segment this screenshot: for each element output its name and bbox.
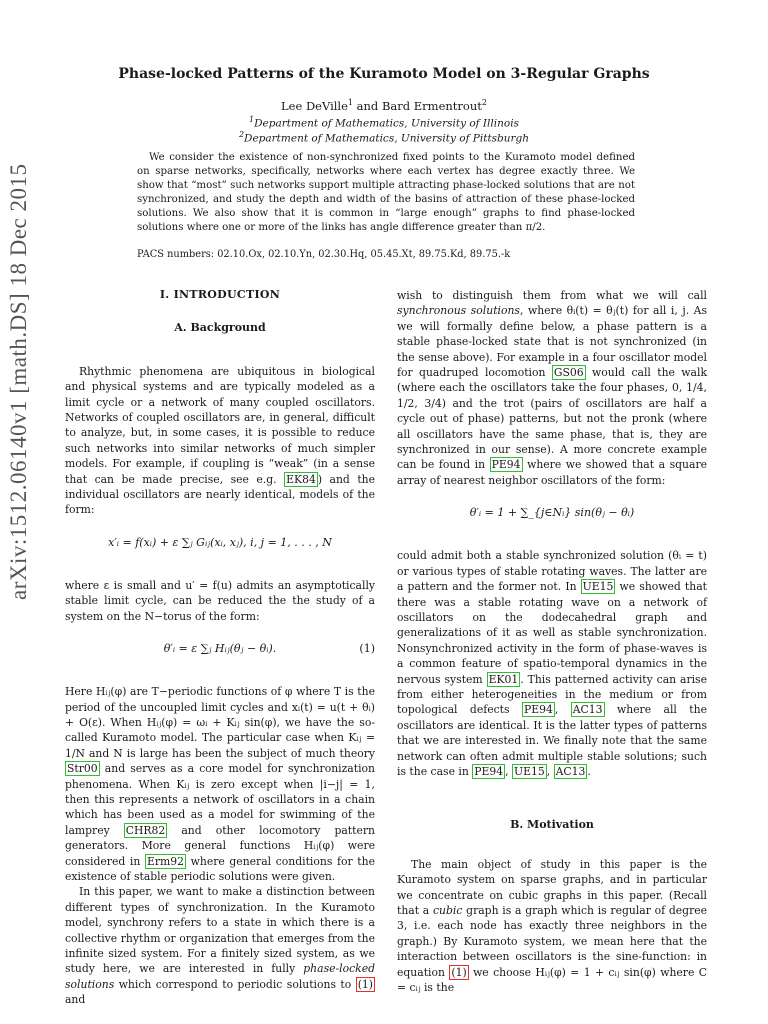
paragraph: wish to distinguish them from what we will call synchronous solutions, where θᵢ(t) = θⱼ(t) for all i, j. As we will formally define below, a phase pattern is a stable phase-locked state that is not synchronized (in the sense above). For example in a four oscillator model for quadruped locomotion GS06 would call the walk (where each the oscillators take the four phases, 0, 1/4, 1/2, 3/4) and the trot (pairs of oscillators are half a cycle out of phase) patterns, but not the pronk (where all oscillators have the same phase, that is, they are synchronized in our sense). A more concrete example can be found in PE94 where we showed that a square array of nearest neighbor oscillators of the form:	[397, 289, 707, 487]
paper-title: Phase-locked Patterns of the Kuramoto Model on 3-Regular Graphs	[118, 66, 650, 82]
equation-1: θ′ᵢ = ε ∑ⱼ Hᵢⱼ(θⱼ − θᵢ). (1)	[65, 638, 375, 668]
equation: x′ᵢ = f(xᵢ) + ε ∑ⱼ Gᵢⱼ(xᵢ, xⱼ), i, j = 1, . . . , N	[108, 535, 332, 549]
subsection-heading-motivation: B. Motivation	[510, 818, 594, 832]
citation-link[interactable]: EK01	[488, 672, 519, 686]
paragraph: The main object of study in this paper is the Kuramoto system on sparse graphs, and in particular we concentrate on cubic graphs in this paper. (Recall that a cubic graph is a graph which is regular of degree 3, i.e. each node has exactly three neighbors in the graph.) By Kuramoto system, we mean here that the interaction between oscillators is the sine-function: in equation (1) we choose Hᵢⱼ(φ) = 1 + cᵢⱼ sin(φ) where C = cᵢⱼ is the	[397, 857, 708, 995]
paragraph: Here Hᵢⱼ(φ) are T−periodic functions of φ where T is the period of the uncoupled limit cycles and xᵢ(t) = u(t + θᵢ) + O(ε). When Hᵢⱼ(φ) = ωᵢ + Kᵢⱼ sin(φ), we have the so-called Kuramoto model. The particular case when Kᵢⱼ = 1/N and N is large has been the subject of much theory Str00 and serves as a core model for synchronization phenomena. When Kᵢⱼ is zero except when |i−j| = 1, then this represents a network of oscillators in a chain which has been used as a model for swimming of the lamprey CHR82 and other locomotory pattern generators. More general functions Hᵢⱼ(φ) were considered in Erm92 where general conditions for the existence of stable periodic solutions were given.	[65, 685, 375, 883]
left-column	[65, 285, 375, 1008]
citation-link[interactable]: Str00	[67, 762, 98, 776]
subsection-heading-background: A. Background	[174, 321, 266, 335]
paragraph: could admit both a stable synchronized solution (θᵢ = t) or various types of stable rotating waves. The latter are a pattern and the former not. In UE15 we showed that there was a stable rotating wave on a network of oscillators on the dodecahedral graph and generalizations of it as well as stable synchronization. Nonsynchronized activity in the form of phase-waves is a common feature of spatio-temporal dynamics in the nervous system EK01 . This patterned activity can arise from either heterogeneities in the medium or from topological defects PE94 , AC13 where all the oscillators are identical. It is the latter types of patterns that we are interested in. We finally note that the same network can often admit multiple stable solutions; such is the case in PE94 , UE15 , AC13 .	[397, 549, 708, 778]
citation-link[interactable]: Erm92	[146, 854, 184, 868]
affiliation-2: $^2$Department of Mathematics, University of Pittsburgh	[238, 130, 530, 145]
emphasis: synchronous solutions	[397, 304, 520, 318]
author-1: Lee DeVille	[281, 98, 348, 113]
citation-link[interactable]: UE15	[514, 764, 545, 778]
emphasis: cubic	[433, 904, 463, 917]
pacs-numbers: PACS numbers: 02.10.Ox, 02.10.Yn, 02.30.Hq, 05.45.Xt, 89.75.Kd, 89.75.-k	[137, 249, 511, 260]
citation-link[interactable]: PE94	[474, 764, 504, 778]
equation: θ′ᵢ = 1 + ∑_{j∈Nᵢ} sin(θⱼ − θᵢ)	[469, 506, 635, 520]
arxiv-identifier: arXiv:1512.06140v1 [math.DS] 18 Dec 2015	[6, 163, 31, 600]
abstract: We consider the existence of non-synchronized fixed points to the Kuramoto model defined on sparse networks, specifically, networks where each vertex has degree exactly three. We show that “most” such networks support multiple attracting phase-locked solutions that are not synchronized, and study the depth and width of the basins of attraction of these phase-locked solutions. We also show that it is common in “large enough” graphs to find phase-locked solutions where one or more of the links has angle difference greater than π/2.	[137, 152, 635, 233]
citation-link[interactable]: AC13	[555, 764, 586, 778]
affiliation-1: $^1$Department of Mathematics, University of Illinois	[249, 115, 519, 130]
paragraph: In this paper, we want to make a distinction between different types of synchronization. In the Kuramoto model, synchrony refers to a state in which there is a collective rhythm or organization that emerges from the infinite sized system. For a finitely sized system, as we study here, we are interested in fully phase-locked solutions which correspond to periodic solutions to (1) and	[65, 885, 375, 1007]
equation-reference-link[interactable]: (1)	[357, 977, 374, 991]
author-2: Bard Ermentrout	[381, 98, 482, 113]
citation-link[interactable]: GS06	[553, 366, 584, 380]
right-column	[397, 288, 707, 995]
equation-reference-link[interactable]: (1)	[451, 965, 467, 979]
citation-link[interactable]: UE15	[582, 580, 614, 594]
citation-link[interactable]: AC13	[572, 703, 603, 717]
author-1-sup: 1	[347, 98, 354, 107]
citation-link[interactable]: PE94	[523, 703, 553, 717]
equation-number: (1)	[359, 642, 375, 656]
author-2-sup: 2	[481, 98, 487, 107]
paragraph: Rhythmic phenomena are ubiquitous in biological and physical systems and are typically modeled as a limit cycle or a network of many coupled oscillators. Networks of coupled oscillators are, in general, difficult to analyze, but, in some cases, it is possible to reduce such networks into similar networks of much simpler models. For example, if coupling is “weak” (in a sense that can be made precise, see e.g. EK84 ) and the individual oscillators are nearly identical, models of the form:	[65, 364, 376, 517]
citation-link[interactable]: PE94	[491, 458, 521, 472]
authors	[0, 98, 768, 113]
section-heading-introduction: I. INTRODUCTION	[159, 288, 281, 301]
authors-and: and	[356, 98, 379, 113]
emphasis: phase-locked solutions	[65, 962, 375, 991]
citation-link[interactable]: EK84	[286, 472, 316, 486]
citation-link[interactable]: CHR82	[125, 823, 166, 837]
paragraph: where ε is small and u′ = f(u) admits an asymptotically stable limit cycle, can be reduced the the study of a system on the N−torus of the form:	[65, 578, 375, 623]
